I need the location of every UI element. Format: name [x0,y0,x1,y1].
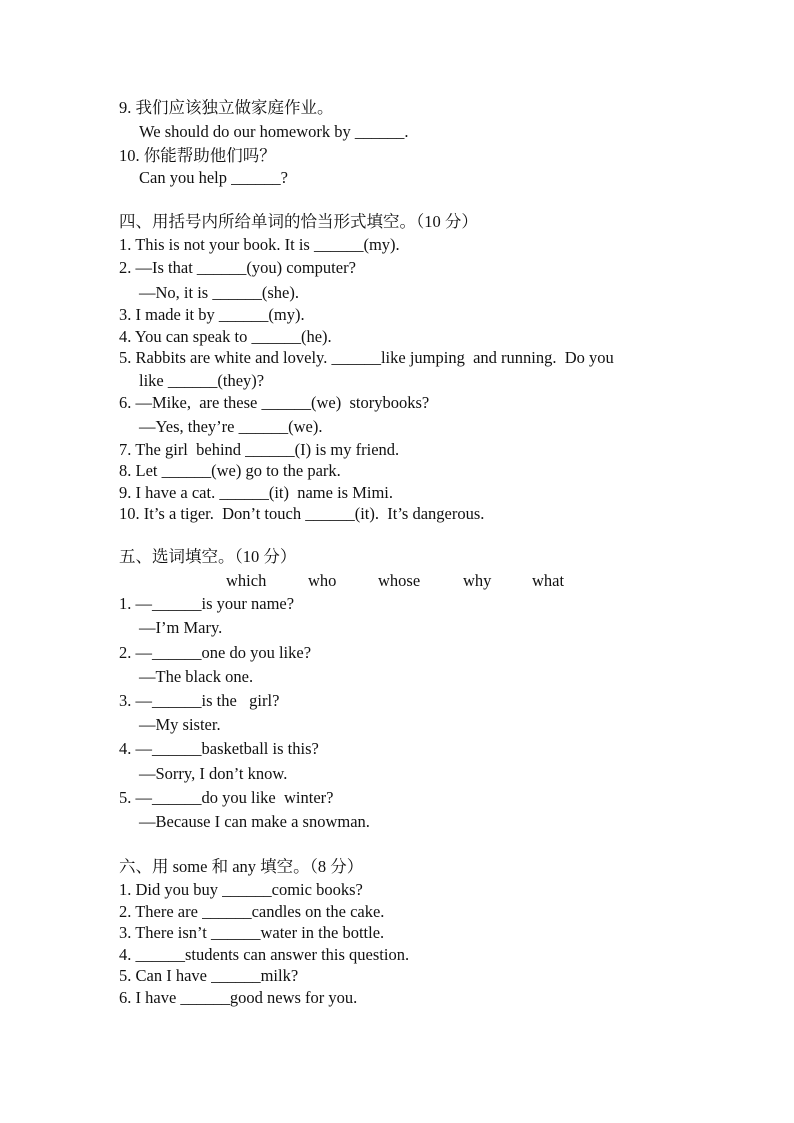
word-bank-item: why [463,571,492,590]
section-4-line: 9. I have a cat. ______(it) name is Mimi. [119,483,394,502]
section-4-line: 7. The girl behind ______(I) is my friend. [119,440,400,459]
section-4-line: 10. It’s a tiger. Don’t touch ______(it). It’s dangerous. [119,504,485,523]
section-6-line: 6. I have ______good news for you. [119,988,358,1007]
section-6-line: 4. ______students can answer this question. [119,945,410,964]
question-9-chinese: 9. 我们应该独立做家庭作业。 [119,98,334,117]
section-5-line: —Sorry, I don’t know. [139,764,288,783]
section-6-line: 5. Can I have ______milk? [119,966,299,985]
section-4-line: 3. I made it by ______(my). [119,305,305,324]
section-4-line: 5. Rabbits are white and lovely. ______like jumping and running. Do you [119,348,614,367]
question-10-chinese: 10. 你能帮助他们吗？ [119,146,276,165]
section-6-line: 1. Did you buy ______comic books? [119,880,363,899]
section-4-line: 2. —Is that ______(you) computer? [119,258,356,277]
section-5-line: 5. —______do you like winter? [119,788,334,807]
section-5-line: 1. —______is your name? [119,594,295,613]
section-6-line: 3. There isn’t ______water in the bottle. [119,923,385,942]
section-4-line: 1. This is not your book. It is ______(my). [119,235,400,254]
word-bank-item: whose [378,571,421,590]
question-10-english: Can you help ______? [139,168,288,187]
section-5-line: —Because I can make a snowman. [139,812,370,831]
section-5-line: —My sister. [139,715,221,734]
section-4-line: 8. Let ______(we) go to the park. [119,461,341,480]
section-5-line: 2. —______one do you like? [119,643,312,662]
section-5-line: 3. —______is the girl? [119,691,280,710]
section-4-line: 4. You can speak to ______(he). [119,327,332,346]
word-bank-item: which [226,571,267,590]
section-5-line: —The black one. [139,667,254,686]
section-6-heading: 六、用 some 和 any 填空。（8 分） [119,857,364,876]
section-6-line: 2. There are ______candles on the cake. [119,902,385,921]
section-5-heading: 五、选词填空。（10 分） [119,547,297,566]
section-5-line: —I’m Mary. [139,618,223,637]
section-4-line: —Yes, they’re ______(we). [139,417,323,436]
question-9-english: We should do our homework by ______. [139,122,409,141]
section-4-line: 6. —Mike, are these ______(we) storybooks? [119,393,430,412]
word-bank-item: who [308,571,337,590]
section-4-line: —No, it is ______(she). [139,283,299,302]
word-bank-item: what [532,571,565,590]
section-4-heading: 四、用括号内所给单词的恰当形式填空。（10 分） [119,212,478,231]
section-5-line: 4. —______basketball is this? [119,739,319,758]
section-4-line: like ______(they)? [139,371,265,390]
